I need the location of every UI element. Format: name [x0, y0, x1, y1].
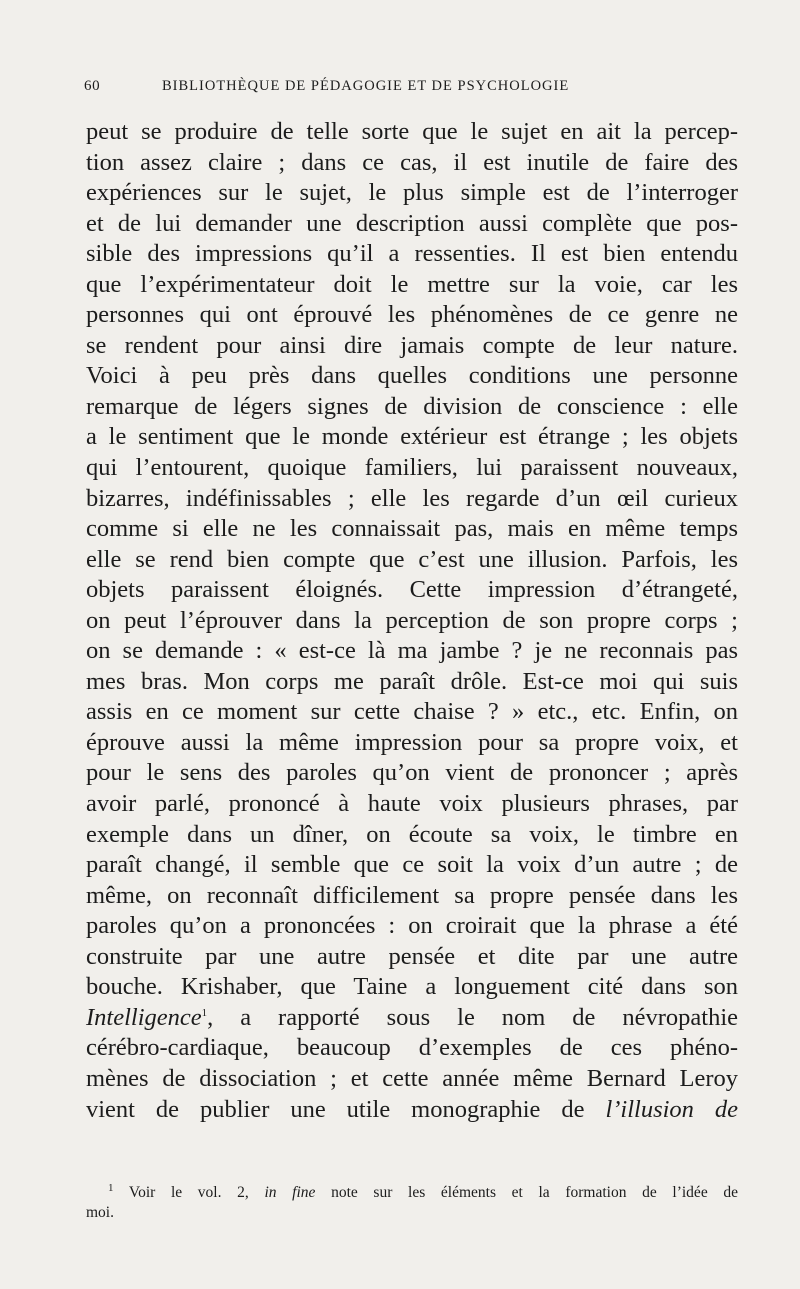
text-line: paroles qu’on a prononcées : on croirait que la phrase a été — [86, 912, 738, 940]
text-run: , a rapporté sous le nom de névropathie — [207, 1003, 738, 1031]
text-line: se rendent pour ainsi dire jamais compte de leur nature. — [86, 331, 738, 359]
text-line: Voici à peu près dans quelles conditions une personne — [86, 362, 738, 390]
text-line: mes bras. Mon corps me paraît drôle. Est-ce moi qui suis — [86, 667, 738, 695]
running-head — [84, 78, 740, 100]
book-title-italic: Intelligence — [86, 1003, 202, 1031]
text-line: et de lui demander une description aussi complète que pos- — [86, 209, 738, 237]
italic-run: l’illusion de — [605, 1095, 739, 1123]
footnote-text: note sur les éléments et la formation de l’idée de — [315, 1184, 738, 1201]
text-run: vient de publier une utile monographie de — [86, 1095, 606, 1123]
footnote-italic: in fine — [264, 1184, 316, 1201]
text-line: paraît changé, il semble que ce soit la voix d’un autre ; de — [86, 851, 738, 879]
running-title: BIBLIOTHÈQUE DE PÉDAGOGIE ET DE PSYCHOLOGIE — [162, 78, 570, 94]
footnote-line — [86, 1183, 738, 1203]
text-line: personnes qui ont éprouvé les phénomènes de ce genre ne — [86, 301, 738, 329]
text-line: tion assez claire ; dans ce cas, il est inutile de faire des — [86, 148, 738, 176]
footnote-reference: 1 — [201, 1006, 208, 1019]
text-line: bouche. Krishaber, que Taine a longuement cité dans son — [86, 973, 738, 1001]
text-line: que l’expérimentateur doit le mettre sur la voie, car les — [86, 270, 738, 298]
body-text — [86, 117, 738, 1125]
text-line: exemple dans un dîner, on écoute sa voix, le timbre en — [86, 820, 738, 848]
text-line: bizarres, indéfinissables ; elle les regarde d’un œil curieux — [86, 484, 738, 512]
text-line: peut se produire de telle sorte que le sujet en ait la percep- — [86, 118, 738, 145]
text-line: expériences sur le sujet, le plus simple est de l’interroger — [86, 179, 738, 207]
text-line: a le sentiment que le monde extérieur est étrange ; les objets — [86, 423, 738, 451]
text-line: on peut l’éprouver dans la perception de son propre corps ; — [86, 606, 738, 634]
text-line: construite par une autre pensée et dite par une autre — [86, 942, 738, 970]
page-number: 60 — [84, 78, 101, 94]
text-line: même, on reconnaît difficilement sa propre pensée dans les — [86, 881, 738, 909]
text-line — [86, 1003, 738, 1034]
text-line: cérébro-cardiaque, beaucoup d’exemples de ces phéno- — [86, 1034, 738, 1062]
text-line: pour le sens des paroles qu’on vient de prononcer ; après — [86, 759, 738, 787]
footnote-text: Voir le vol. 2, — [113, 1184, 265, 1201]
text-line — [86, 1095, 738, 1126]
text-line: avoir parlé, prononcé à haute voix plusieurs phrases, par — [86, 790, 738, 818]
text-line: comme si elle ne les connaissait pas, mais en même temps — [86, 515, 738, 543]
footnote-line: moi. — [86, 1204, 114, 1221]
text-line: on se demande : « est-ce là ma jambe ? je ne reconnais pas — [86, 637, 738, 665]
text-line: qui l’entourent, quoique familiers, lui paraissent nouveaux, — [86, 454, 738, 482]
text-line: mènes de dissociation ; et cette année même Bernard Leroy — [86, 1064, 738, 1092]
text-line: remarque de légers signes de division de conscience : elle — [86, 392, 738, 420]
text-line: elle se rend bien compte que c’est une illusion. Parfois, les — [86, 545, 738, 573]
text-line: éprouve aussi la même impression pour sa propre voix, et — [86, 728, 738, 756]
footnote — [86, 1183, 738, 1223]
text-line: assis en ce moment sur cette chaise ? » etc., etc. Enfin, on — [86, 698, 738, 726]
text-line: sible des impressions qu’il a ressenties. Il est bien entendu — [86, 240, 738, 268]
footnote-mark: 1 — [108, 1181, 114, 1194]
text-line: objets paraissent éloignés. Cette impression d’étrangeté, — [86, 576, 738, 604]
